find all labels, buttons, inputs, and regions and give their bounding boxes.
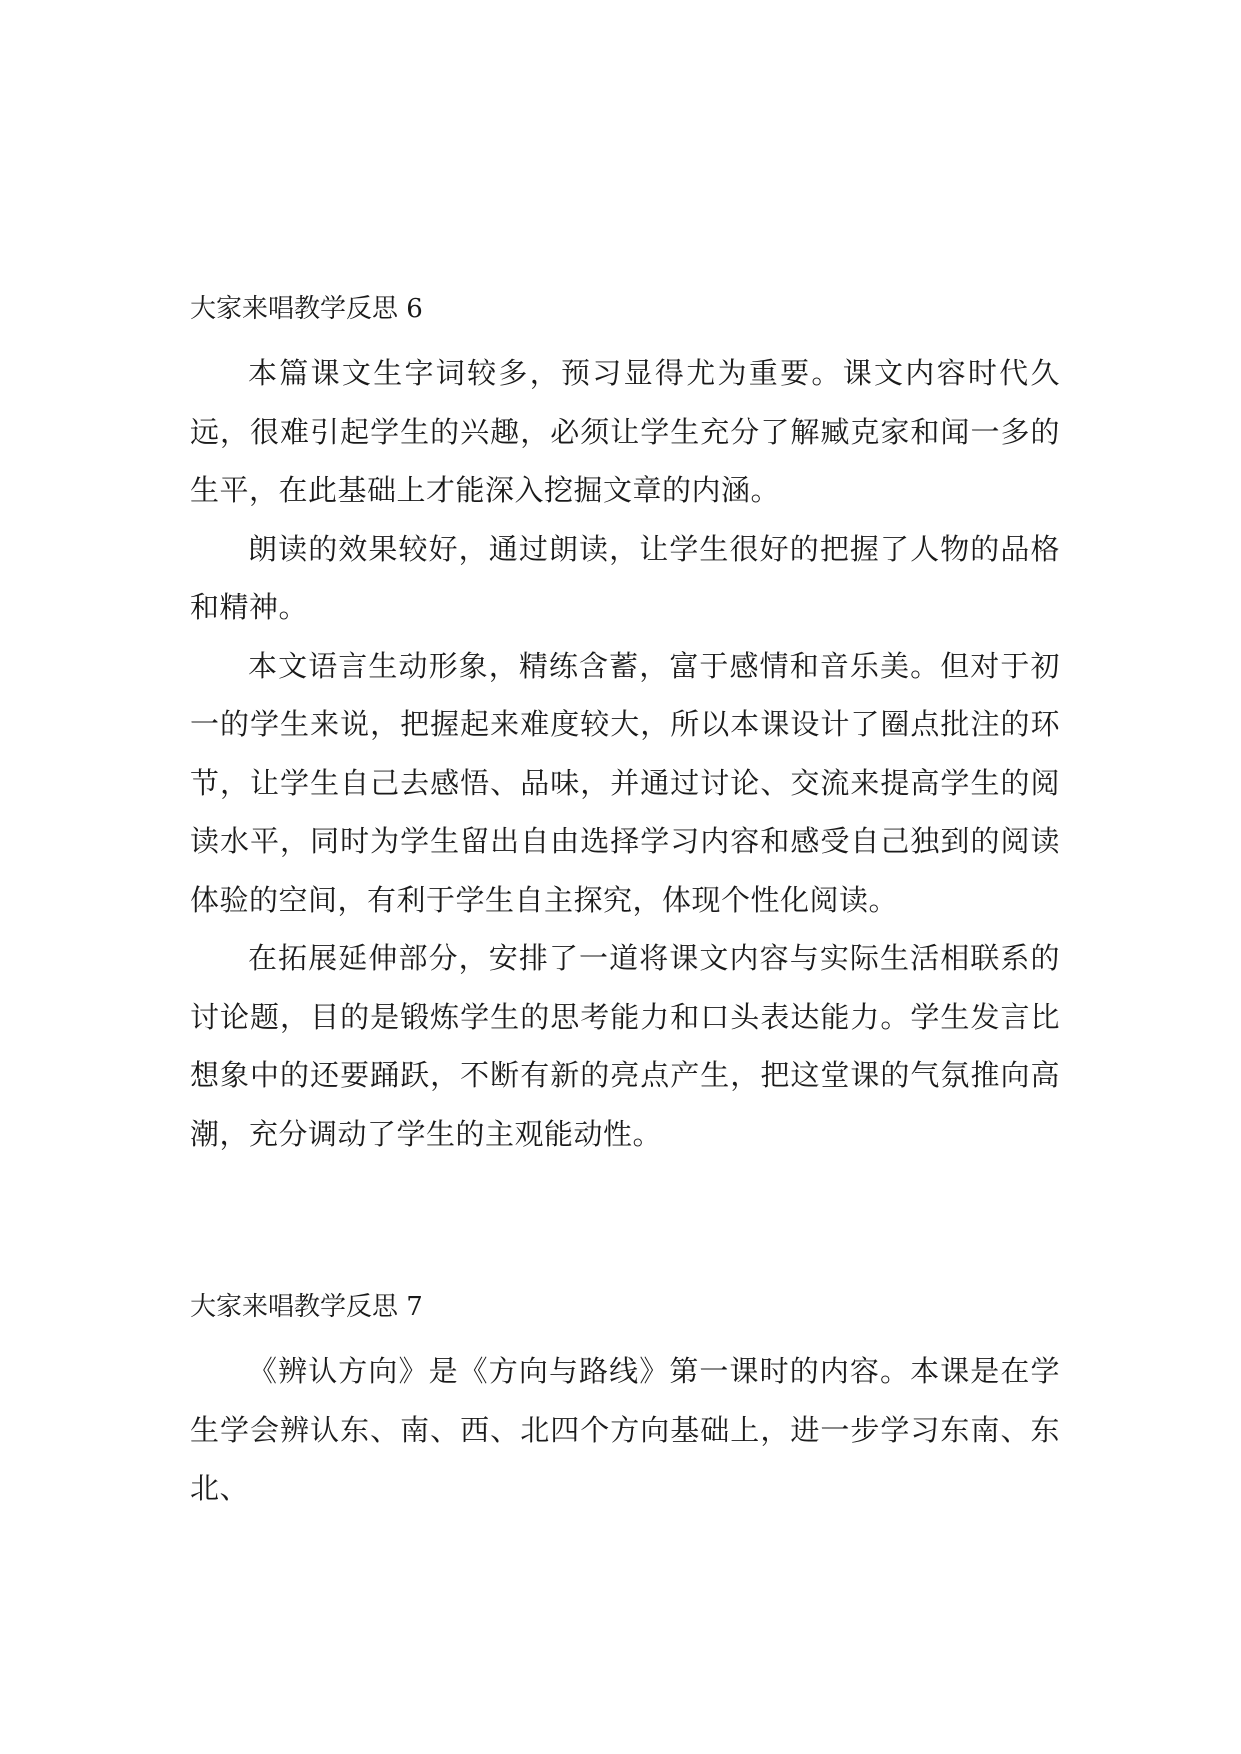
section-spacer — [190, 1163, 1060, 1278]
paragraph: 《辨认方向》是《方向与路线》第一课时的内容。本课是在学生学会辨认东、南、西、北四个方向基础上，进一步学习东南、东北、 — [190, 1354, 1060, 1505]
paragraph: 本文语言生动形象，精练含蓄，富于感情和音乐美。但对于初一的学生来说，把握起来难度较大，所以本课设计了圈点批注的环节，让学生自己去感悟、品味，并通过讨论、交流来提高学生的阅读水平，同时为学生留出自由选择学习内容和感受自己独到的阅读体验的空间，有利于学生自主探究，体现个性化阅读。 — [190, 648, 1060, 917]
document-body — [190, 280, 1060, 1518]
section-6 — [190, 280, 1060, 1163]
section-7 — [190, 1278, 1060, 1518]
paragraph: 在拓展延伸部分，安排了一道将课文内容与实际生活相联系的讨论题，目的是锻炼学生的思考能力和口头表达能力。学生发言比想象中的还要踊跃，不断有新的亮点产生，把这堂课的气氛推向高潮，充分调动了学生的主观能动性。 — [190, 941, 1060, 1151]
section-title: 大家来唱教学反思 7 — [190, 1292, 423, 1322]
section-title: 大家来唱教学反思 6 — [190, 294, 423, 324]
paragraph: 朗读的效果较好，通过朗读，让学生很好的把握了人物的品格和精神。 — [190, 531, 1060, 624]
paragraph: 本篇课文生字词较多，预习显得尤为重要。课文内容时代久远，很难引起学生的兴趣，必须让学生充分了解臧克家和闻一多的生平，在此基础上才能深入挖掘文章的内涵。 — [190, 356, 1060, 507]
